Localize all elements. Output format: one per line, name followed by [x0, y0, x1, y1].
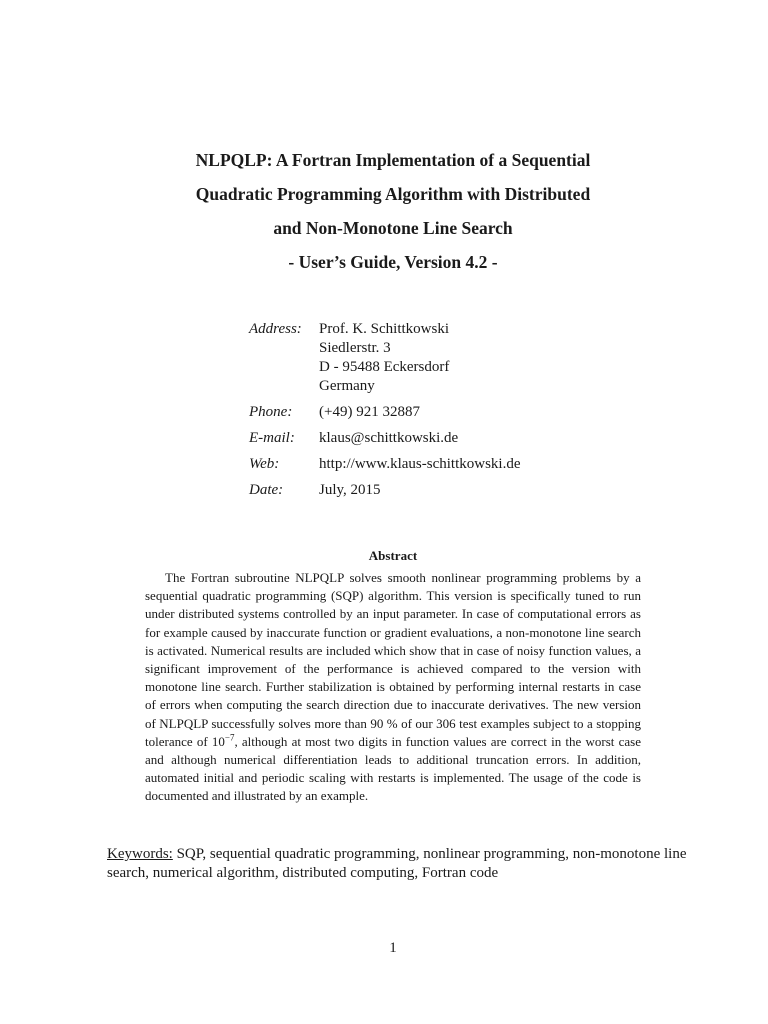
email-value: klaus@schittkowski.de: [319, 430, 459, 446]
paper-title: [0, 145, 768, 281]
address-line: Prof. K. Schittkowski: [319, 321, 450, 337]
contact-info: [249, 320, 521, 507]
title-line-1: NLPQLP: A Fortran Implementation of a Sequential: [195, 150, 591, 170]
abstract-text-part1: The Fortran subroutine NLPQLP solves smooth nonlinear programming problems by a sequential quadratic programming (SQP) algorithm. This version is specifically tuned to run under distributed systems controlled by an input parameter. In case of computational errors as for example caused by inaccurate function or gradient evaluations, a non-monotone line search is activated. Numerical results are included which show that in case of noisy function values, a significant improvement of the performance is achieved compared to the version with monotone line search. Further stabilization is obtained by performing internal restarts in case of errors when computing the search direction due to inaccurate derivatives. The new version of NLPQLP successfully solves more than 90 % of our 306 test examples subject to a stopping tolerance of 10: [145, 570, 641, 749]
abstract-heading: Abstract: [368, 548, 418, 563]
address-line: Siedlerstr. 3: [319, 340, 391, 356]
phone-row: [249, 403, 521, 422]
title-line-3: and Non-Monotone Line Search: [273, 218, 513, 238]
date-row: [249, 481, 521, 500]
address-value: [319, 320, 449, 396]
abstract-text-part2: , although at most two digits in function values are correct in the worst case and although numerical differentiation leads to additional truncation errors. In addition, automated initial and periodic scaling with restarts is implemented. The usage of the code is documented and illustrated by an example.: [145, 733, 641, 804]
email-label: E-mail:: [249, 430, 295, 446]
address-row: [249, 320, 521, 396]
date-label: Date:: [249, 482, 284, 498]
address-label: Address:: [249, 321, 302, 337]
phone-label: Phone:: [249, 404, 293, 420]
keywords-label: Keywords:: [107, 846, 173, 862]
page-number: 1: [389, 940, 397, 956]
keywords: [107, 845, 693, 883]
web-value: http://www.klaus-schittkowski.de: [319, 456, 521, 472]
address-line: D - 95488 Eckersdorf: [319, 359, 450, 375]
phone-value: (+49) 921 32887: [319, 404, 420, 420]
keywords-text: SQP, sequential quadratic programming, nonlinear programming, non-monotone line search, numerical algorithm, distributed computing, Fortran code: [107, 846, 687, 881]
web-label: Web:: [249, 456, 280, 472]
email-row: [249, 429, 521, 448]
address-line: Germany: [319, 378, 375, 394]
abstract-text: [145, 569, 641, 806]
date-value: July, 2015: [319, 482, 381, 498]
title-line-2: Quadratic Programming Algorithm with Distributed: [195, 184, 591, 204]
web-row: [249, 455, 521, 474]
tolerance-exponent: −7: [224, 732, 235, 743]
subtitle-users-guide: - User’s Guide, Version 4.2 -: [288, 252, 498, 272]
